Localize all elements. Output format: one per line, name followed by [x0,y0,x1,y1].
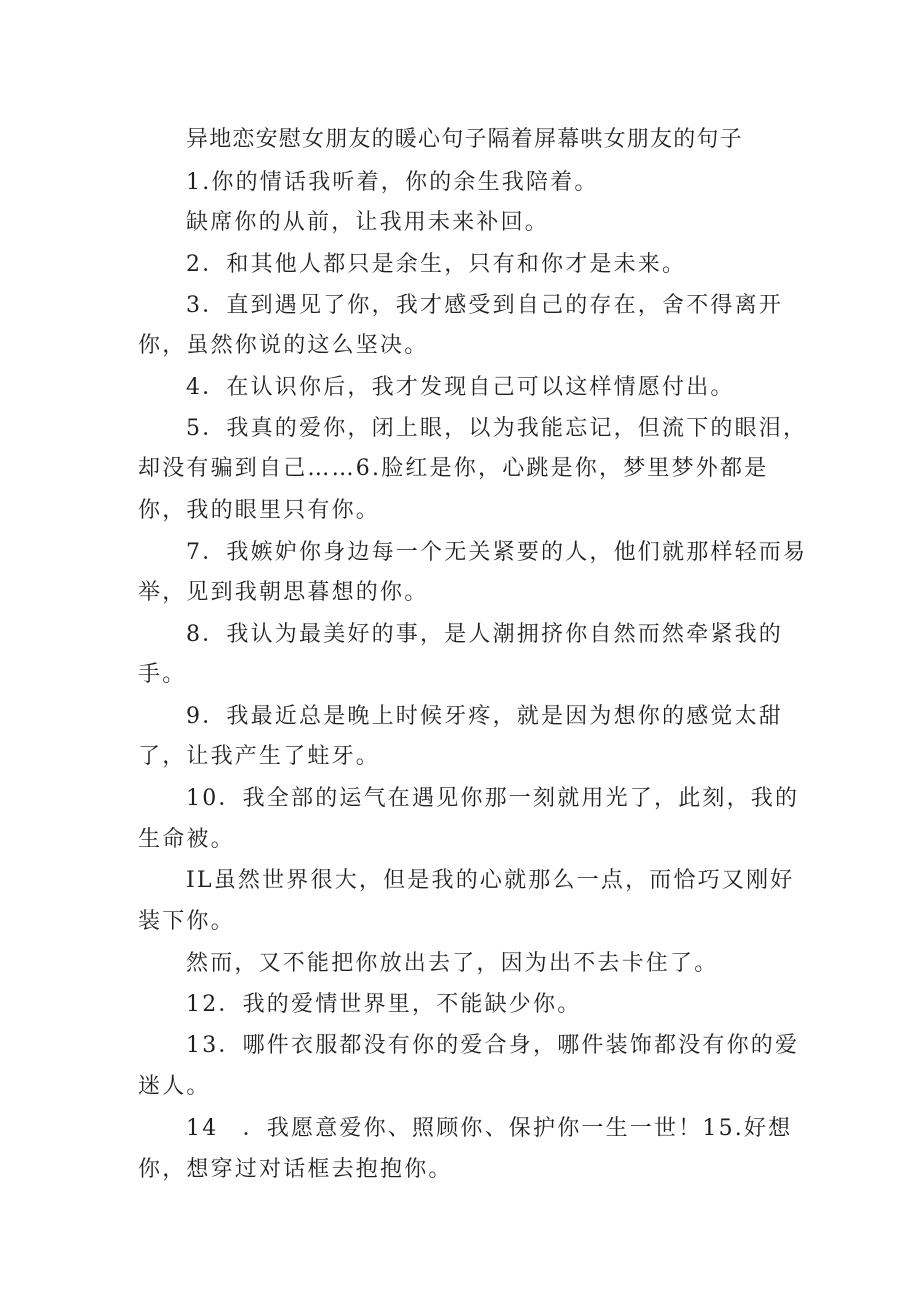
document-line-3: 2．和其他人都只是余生，只有和你才是未来。 [186,252,687,277]
document-line-24: 14 ．我愿意爱你、照顾你、保护你一生一世！15.好想 [186,1116,793,1141]
document-line-1: 1.你的情话我听着，你的余生我陪着。 [186,170,599,195]
document-line-4: 3．直到遇见了你，我才感受到自己的存在，舍不得离开 [186,293,783,318]
document-line-2: 缺席你的从前，让我用未来补回。 [186,210,550,235]
document-line-22: 13．哪件衣服都没有你的爱合身，哪件装饰都没有你的爱 [186,1033,800,1058]
document-line-14: 9．我最近总是晚上时候牙疼，就是因为想你的感觉太甜 [186,704,783,729]
document-line-20: 然而，又不能把你放出去了，因为出不去卡住了。 [186,951,719,976]
document-line-5: 你，虽然你说的这么坚决。 [138,333,429,358]
document-line-12: 8．我认为最美好的事，是人潮拥挤你自然而然牵紧我的 [186,622,783,647]
document-line-10: 7．我嫉妒你身边每一个无关紧要的人，他们就那样轻而易 [186,540,808,565]
document-line-21: 12．我的爱情世界里，不能缺少你。 [186,992,582,1017]
document-title: 异地恋安慰女朋友的暖心句子隔着屏幕哄女朋友的句子 [186,127,743,152]
document-line-6: 4．在认识你后，我才发现自己可以这样情愿付出。 [186,375,735,400]
document-line-11: 举，见到我朝思暮想的你。 [138,580,429,605]
document-line-18: IL虽然世界很大，但是我的心就那么一点，而恰巧又刚好 [186,868,795,893]
document-line-9: 你，我的眼里只有你。 [138,498,381,523]
document-line-15: 了，让我产生了蛀牙。 [138,744,381,769]
document-line-16: 10．我全部的运气在遇见你那一刻就用光了，此刻，我的 [186,786,800,811]
document-line-23: 迷人。 [138,1074,211,1099]
document-line-8: 却没有骗到自己……6.脸红是你，心跳是你，梦里梦外都是 [138,456,769,481]
document-line-7: 5．我真的爱你，闭上眼，以为我能忘记，但流下的眼泪， [186,416,808,441]
document-line-13: 手。 [138,662,187,687]
document-line-17: 生命被。 [138,827,235,852]
document-line-25: 你，想穿过对话框去抱抱你。 [138,1157,453,1182]
document-line-19: 装下你。 [138,909,235,934]
